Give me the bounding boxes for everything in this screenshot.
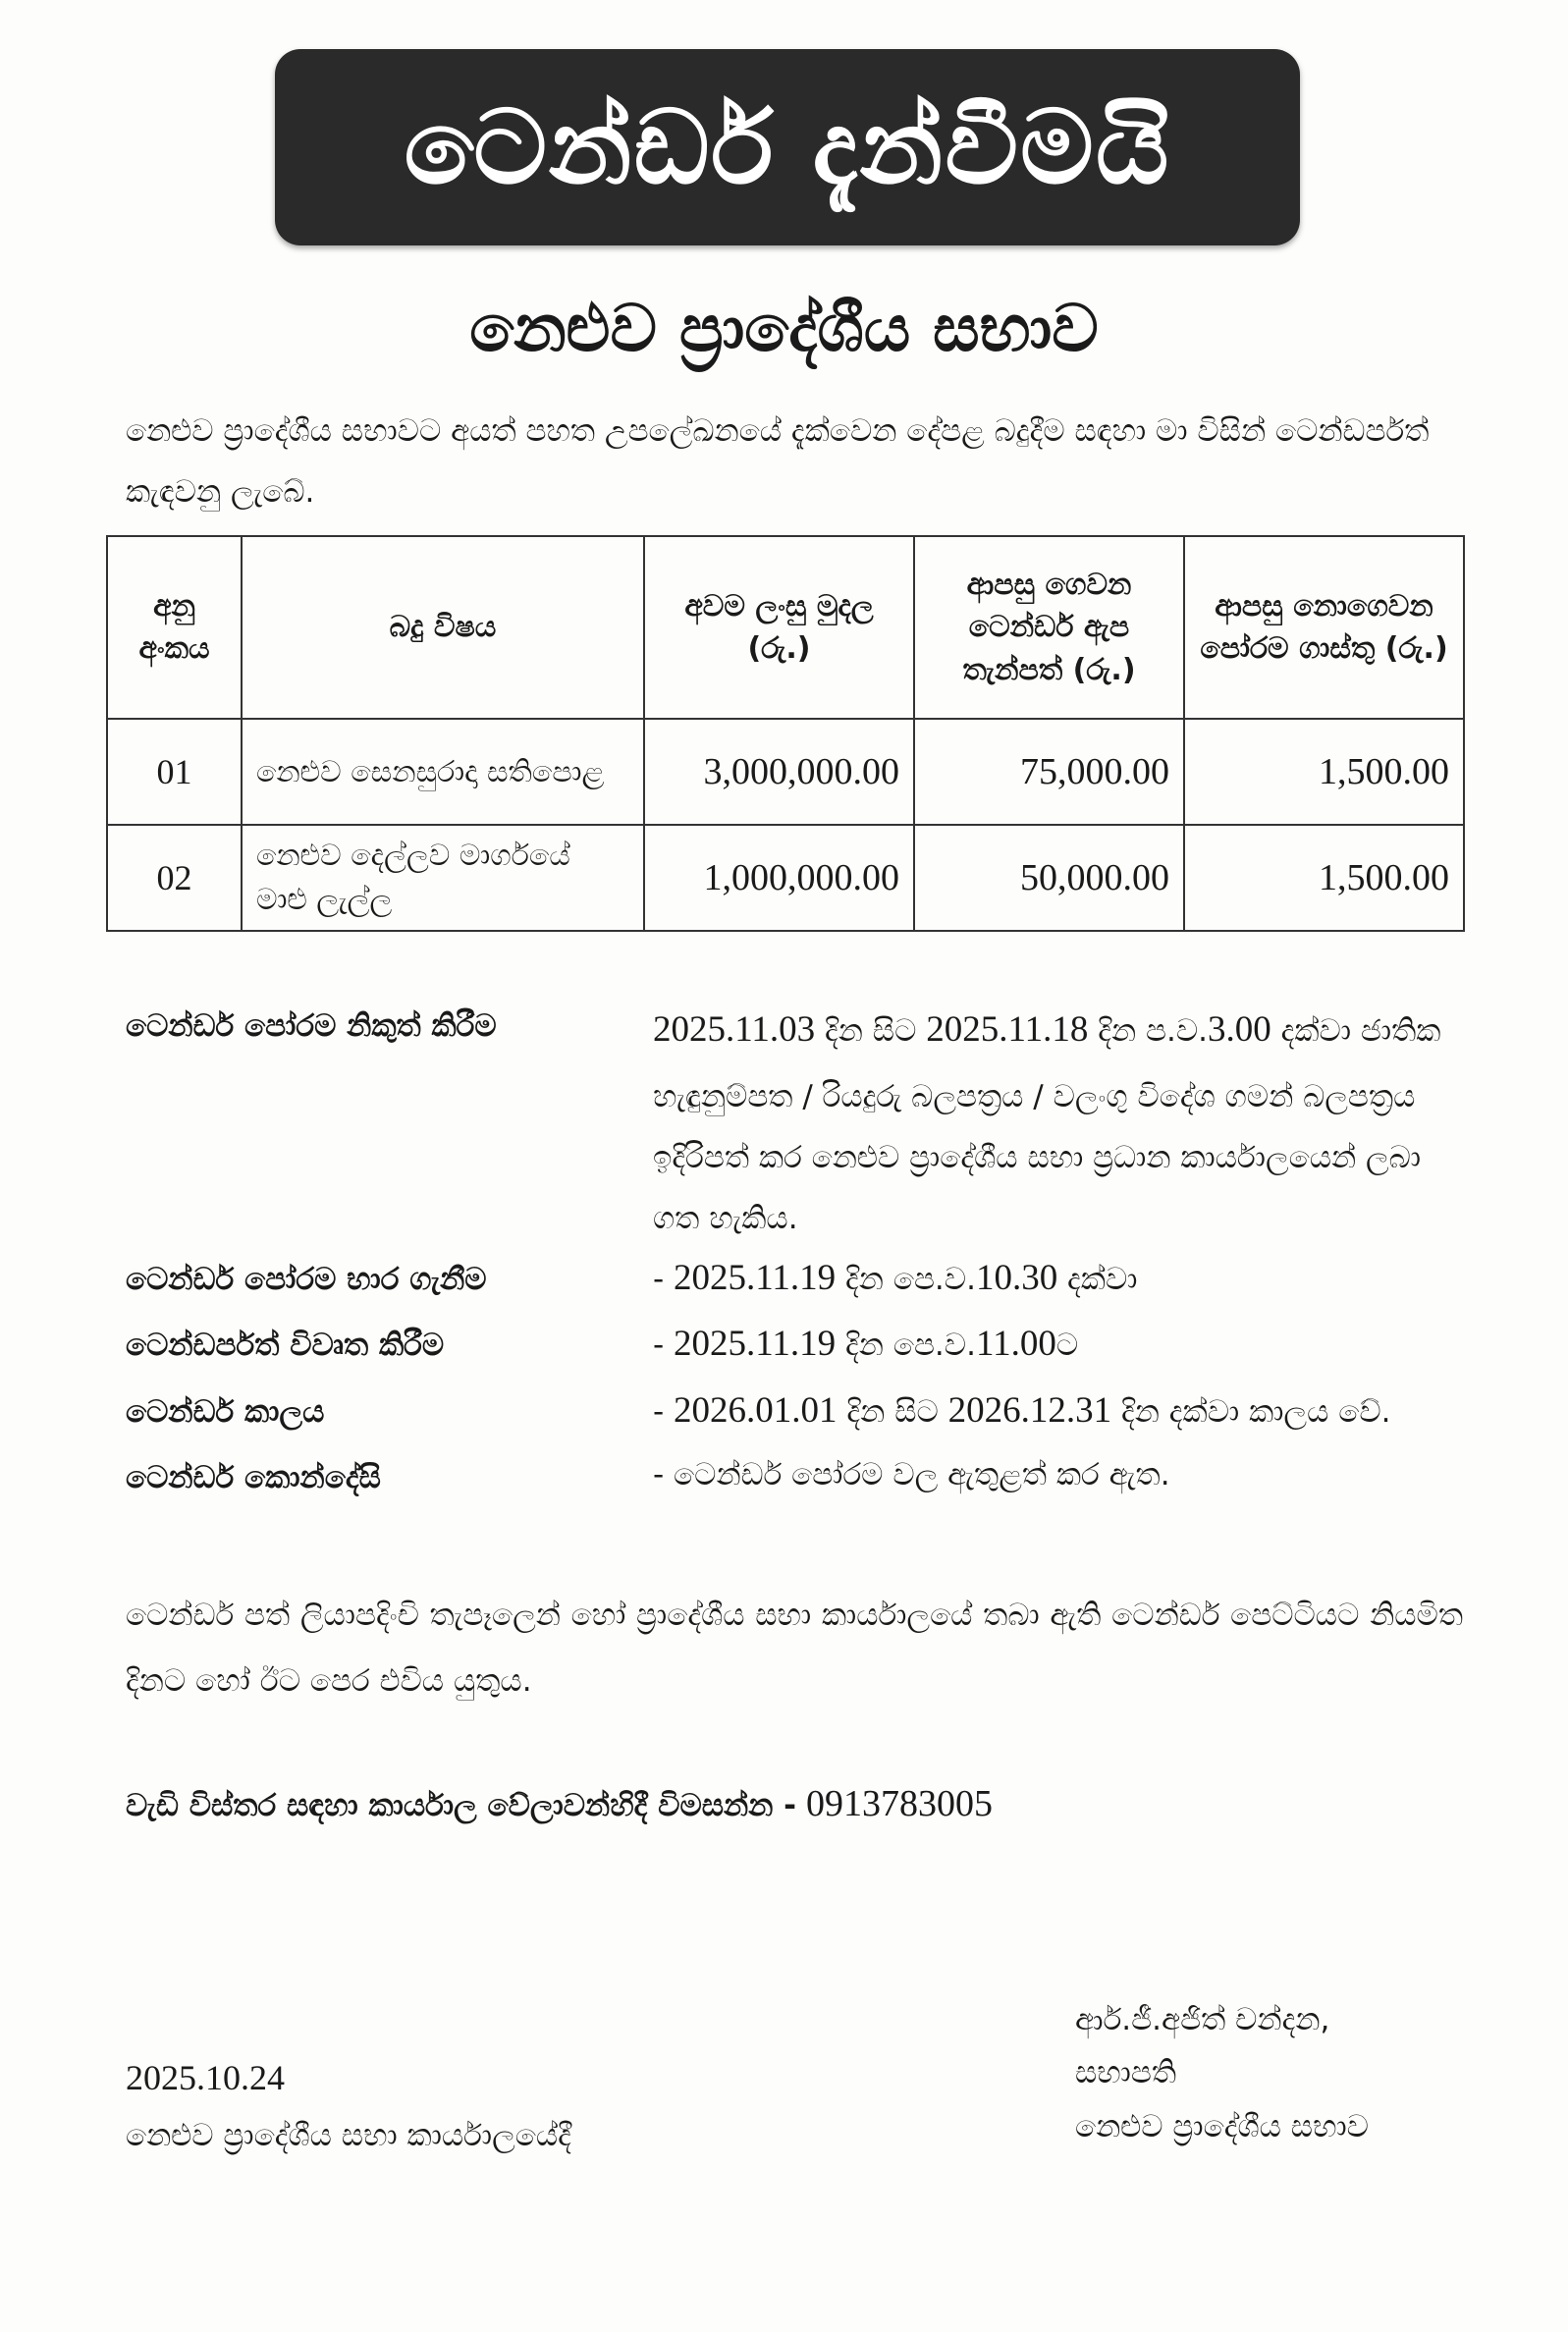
period-text-2: දින දක්වා කාලය වේ.	[1111, 1394, 1391, 1430]
row-subject: නෙළුව සෙනසුරාදා සතිපොළ	[242, 719, 644, 825]
open-date: 2025.11.19	[674, 1324, 837, 1364]
accept-value	[653, 1255, 1458, 1302]
open-value	[653, 1321, 1458, 1368]
issue-place: නෙළුව ප්‍රාදේශීය සභා කාර්යාලයේදී	[126, 2118, 571, 2153]
conditions-value: - ටෙන්ඩර් පෝරම වල ඇතුළත් කර ඇත.	[653, 1457, 1170, 1492]
issue-text-1: දින සිට	[815, 1013, 927, 1049]
signatory-org: නෙළුව ප්‍රාදේශීය සභාව	[1075, 2108, 1369, 2144]
period-label: ටෙන්ඩර් කාලය	[126, 1394, 325, 1430]
intro-paragraph: නෙළුව ප්‍රාදේශීය සභාවට අයත් පහත උපලේඛනයේ දැක්වෙන දේපළ බදුදීම සඳහා මා විසින් ටෙන්ඩර්පත් කැඳවනු ලැබේ.	[126, 413, 1430, 510]
row-deposit: 75,000.00	[914, 719, 1184, 825]
open-text-2: ට	[1055, 1328, 1079, 1363]
notice-date: 2025.10.24	[126, 2058, 285, 2097]
period-prefix: -	[653, 1394, 675, 1430]
period-value	[653, 1387, 1458, 1435]
issue-date-to: 2025.11.18	[926, 1009, 1089, 1050]
notice-title: ටෙන්ඩර් දැන්වීමයි	[404, 87, 1171, 207]
row-min-bid: 3,000,000.00	[644, 719, 914, 825]
issue-value	[653, 994, 1458, 1249]
period-text-1: දින සිට	[837, 1394, 948, 1430]
period-date-to: 2026.12.31	[947, 1390, 1112, 1431]
header-form-fee: ආපසු නොගෙවන පෝරම ගාස්තු (රු.)	[1184, 536, 1464, 719]
open-label: ටෙන්ඩර්පත් විවෘත කිරීම	[126, 1328, 445, 1363]
tender-schedule-table	[106, 535, 1465, 932]
row-serial-no: 02	[107, 825, 242, 931]
table-row	[107, 825, 1464, 931]
issue-place-block	[126, 2047, 571, 2162]
row-subject: නෙළුව දෙල්ලව මාර්ගයේ මාළු ලැල්ල	[242, 825, 644, 931]
title-banner	[275, 49, 1300, 245]
accept-text-2: දක්වා	[1057, 1262, 1138, 1297]
accept-text-1: දින පෙ.ව.	[836, 1262, 976, 1297]
row-deposit: 50,000.00	[914, 825, 1184, 931]
accept-time: 10.30	[975, 1258, 1058, 1298]
contact-phone: 0913783005	[806, 1783, 994, 1824]
accept-prefix: -	[653, 1262, 675, 1297]
row-form-fee: 1,500.00	[1184, 825, 1464, 931]
contact-label: වැඩි විස්තර සඳහා කාර්යාල වේලාවන්හිදී විමසන්න -	[126, 1788, 797, 1823]
signatory-block	[1075, 1993, 1369, 2153]
header-min-bid: අවම ලංසු මුදල (රු.)	[644, 536, 914, 719]
contact-line	[126, 1782, 993, 1825]
row-min-bid: 1,000,000.00	[644, 825, 914, 931]
issue-label: ටෙන්ඩර් පෝරම නිකුත් කිරීම	[126, 1008, 497, 1044]
header-deposit: ආපසු ගෙවන ටෙන්ඩර් ඇප තැන්පත් (රු.)	[914, 536, 1184, 719]
open-time: 11.00	[975, 1324, 1056, 1364]
issue-date-from: 2025.11.03	[653, 1009, 816, 1050]
submission-note: ටෙන්ඩර් පත් ලියාපදිංචි තැපෑලෙන් හෝ ප්‍රාදේශීය සභා කාර්යාලයේ තබා ඇති ටෙන්ඩර් පෙට්ටියට නියමිත දිනට හෝ ඊට පෙර එවිය යුතුය.	[126, 1598, 1463, 1699]
issue-time: 3.00	[1208, 1009, 1271, 1050]
header-serial-no: අනු අංකය	[107, 536, 242, 719]
council-name: නෙළුව ප්‍රාදේශීය සභාව	[469, 291, 1099, 366]
issue-text-3: දක්වා ජාතික හැඳුනුම්පත / රියදුරු බලපත්‍රය / වලංගු විදේශ ගමන් බලපත්‍රය ඉදිරිපත් කර නෙළුව ප්‍රාදේශීය සභා ප්‍රධාන කාර්යාලයෙන් ලබා ගත හැකිය.	[653, 1013, 1441, 1236]
table-header-row	[107, 536, 1464, 719]
signatory-name: ආර්.ජී.අජිත් චන්දන,	[1075, 2002, 1330, 2037]
accept-label: ටෙන්ඩර් පෝරම භාර ගැනීම	[126, 1262, 487, 1297]
table-row	[107, 719, 1464, 825]
signatory-title: සභාපති	[1075, 2055, 1177, 2091]
row-form-fee: 1,500.00	[1184, 719, 1464, 825]
period-date-from: 2026.01.01	[674, 1390, 838, 1431]
row-serial-no: 01	[107, 719, 242, 825]
conditions-label: ටෙන්ඩර් කොන්දේසි	[126, 1460, 381, 1495]
accept-date: 2025.11.19	[674, 1258, 837, 1298]
header-lease-subject: බදු විෂය	[242, 536, 644, 719]
open-prefix: -	[653, 1328, 675, 1363]
issue-text-2: දින ප.ව.	[1088, 1013, 1208, 1049]
open-text-1: දින පෙ.ව.	[836, 1328, 976, 1363]
